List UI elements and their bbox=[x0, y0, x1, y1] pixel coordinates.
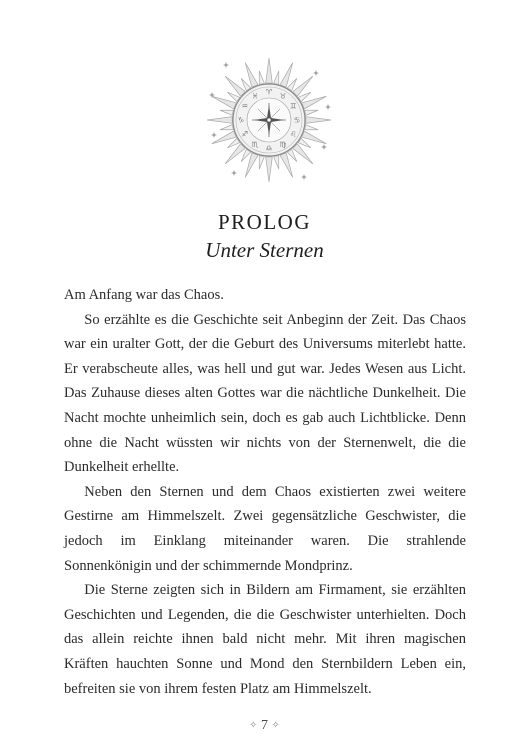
sparkle-icon bbox=[231, 170, 237, 176]
ornament-right-icon: ✧ bbox=[271, 720, 280, 731]
sparkle-icon bbox=[223, 62, 229, 68]
sparkle-icon bbox=[325, 104, 331, 110]
zodiac-glyph-icon: ♐ bbox=[241, 129, 249, 139]
zodiac-glyph-icon: ♉ bbox=[279, 91, 287, 101]
celestial-compass-emblem-icon bbox=[204, 55, 334, 185]
zodiac-glyph-icon: ♒ bbox=[241, 101, 249, 111]
chapter-subtitle: Unter Sternen bbox=[205, 238, 324, 262]
chapter-title: PROLOG bbox=[217, 210, 311, 234]
sparkle-icon bbox=[321, 144, 327, 150]
zodiac-glyph-icon: ♍ bbox=[279, 139, 287, 149]
zodiac-glyph-icon: ♎ bbox=[265, 143, 273, 153]
zodiac-glyph-icon: ♈ bbox=[265, 87, 273, 97]
page-number-value: 7 bbox=[261, 718, 268, 733]
ornament-left-icon: ✧ bbox=[249, 720, 258, 731]
paragraph-2: So erzählte es die Geschichte seit Anbeginn der Zeit. Das Chaos war ein uralter Gott, der die Geburt des Universums miterlebt hatte. Er verabscheute alles, was hell und gut war. Jedes Wesen aus Licht. Das Zuhause dieses alten Gottes war die nächtliche Dunkelheit. Die Nacht mochte unheimlich sein, doch es gab auch Lichtblicke. Denn ohne die Nacht wüssten wir nichts von der Sternenwelt, die die Dunkelheit erhellte. bbox=[64, 311, 466, 476]
paragraph-3: Neben den Sternen und dem Chaos existierten zwei weitere Gestirne am Himmelszelt. Zwei gegensätzliche Geschwister, die jedoch im Einklang miteinander waren. Die strahlende Sonnenkönigin und der schimmernde Mondprinz. bbox=[64, 483, 466, 574]
sparkle-icon bbox=[313, 70, 319, 76]
body-text bbox=[64, 283, 466, 701]
zodiac-glyph-icon: ♑ bbox=[237, 115, 245, 125]
zodiac-glyph-icon: ♊ bbox=[289, 101, 297, 111]
page-number bbox=[0, 718, 529, 734]
sparkle-icon bbox=[301, 174, 307, 180]
zodiac-glyph-icon: ♓ bbox=[251, 91, 259, 101]
paragraph-1: Am Anfang war das Chaos. bbox=[64, 287, 224, 303]
zodiac-glyph-icon: ♏ bbox=[251, 139, 259, 149]
zodiac-glyph-icon: ♋ bbox=[293, 115, 301, 125]
zodiac-glyph-icon: ♌ bbox=[289, 129, 297, 139]
sparkle-icon bbox=[211, 132, 217, 138]
paragraph-4: Die Sterne zeigten sich in Bildern am Firmament, sie erzählten Geschichten und Legenden, die die Geschwister unterhielten. Doch das allein reichte ihnen bald nicht mehr. Mit ihren magischen Kräften hauchten Sonne und Mond den Sternbildern Leben ein, befreiten sie von ihrem festen Platz am Himmelszelt. bbox=[64, 582, 466, 697]
